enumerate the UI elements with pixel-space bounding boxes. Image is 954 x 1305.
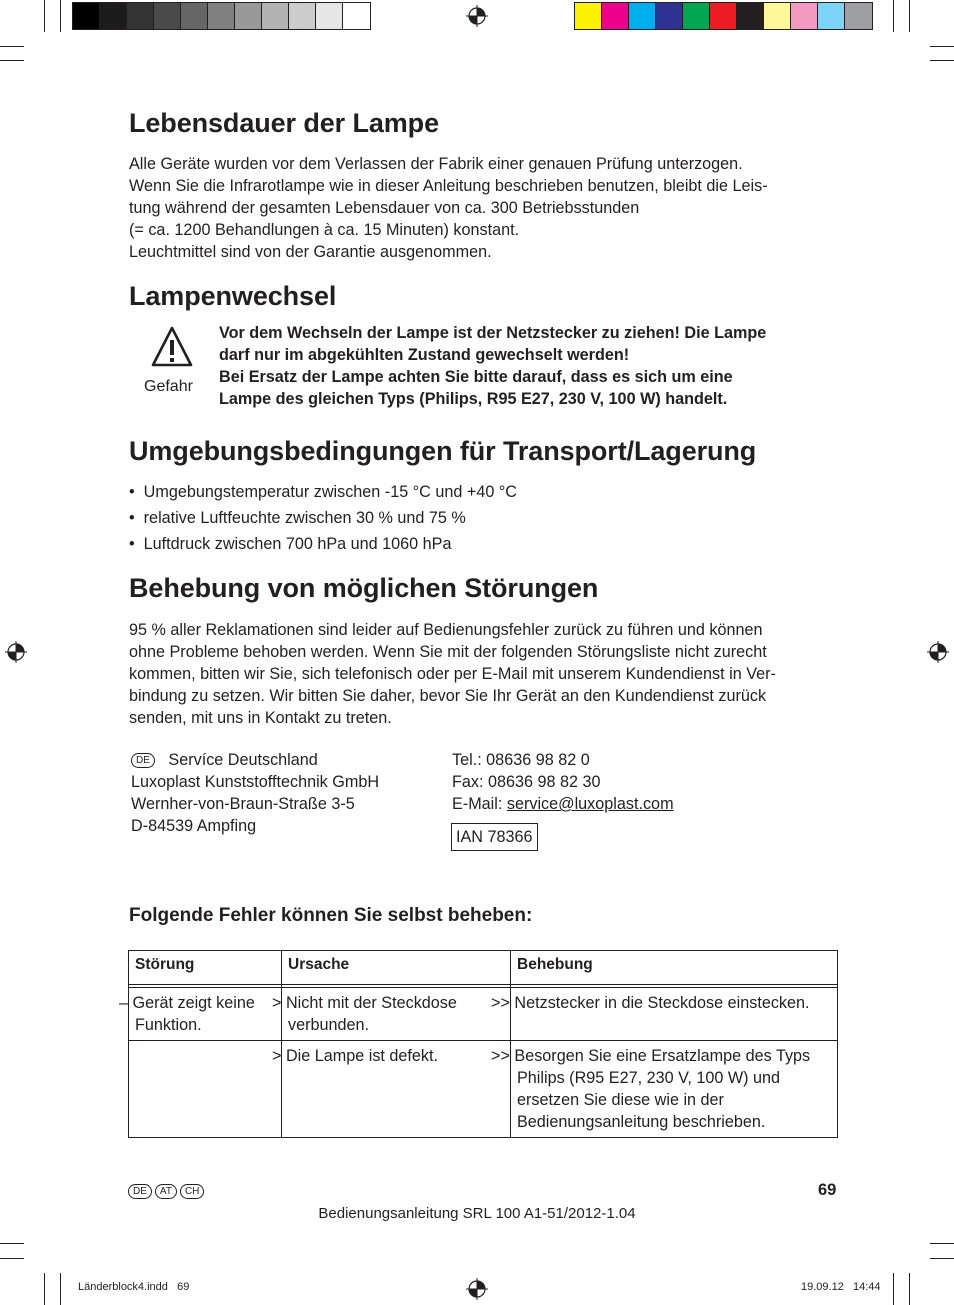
service-company: Luxoplast Kunststofftechnik GmbH [131, 773, 380, 791]
text-line: Vor dem Wechseln der Lampe ist der Netzstecker zu ziehen! Die Lampe [219, 324, 767, 342]
service-fax: Fax: 08636 98 82 30 [452, 773, 601, 791]
crop-mark [893, 1273, 894, 1305]
color-swatch [845, 3, 872, 29]
service-city: D-84539 Ampfing [131, 817, 257, 835]
fault-cell: – Gerät zeigt keine Funktion. [129, 988, 282, 1041]
text-line: Bei Ersatz der Lampe achten Sie bitte darauf, dass es sich um eine [219, 368, 733, 386]
text-line: ohne Probleme behoben werden. Wenn Sie mit der folgenden Störungsliste nicht zurecht [129, 643, 767, 661]
warning-text [219, 322, 766, 410]
color-swatch [710, 3, 737, 29]
column-header-remedy: Behebung [511, 951, 838, 985]
color-swatch [316, 3, 343, 29]
remedy-cell: >> Besorgen Sie eine Ersatzlampe des Typs Philips (R95 E27, 230 V, 100 W) und ersetzen Sie diese wie in der Bedienungsanleitung beschrieben. [511, 1041, 838, 1138]
color-swatch [764, 3, 791, 29]
fault-table [119, 950, 838, 1138]
color-swatch [154, 3, 181, 29]
date-info: 19.09.12 14:44 [801, 1281, 881, 1293]
crop-mark [893, 0, 894, 32]
text-line: darf nur im abgekühlten Zustand gewechselt werden! [219, 346, 630, 364]
crop-mark [0, 46, 24, 47]
list-item: • Luftdruck zwischen 700 hPa und 1060 hPa [129, 535, 452, 553]
environment-bullet-list [129, 483, 517, 561]
color-swatch [235, 3, 262, 29]
text-line: Leuchtmittel sind von der Garantie ausgenommen. [129, 243, 492, 261]
warning-triangle-icon [150, 325, 194, 369]
section-title-lamp-change: Lampenwechsel [129, 281, 337, 311]
file-info: Länderblock4.indd 69 [78, 1281, 190, 1293]
color-swatch [100, 3, 127, 29]
cause-cell: > Nicht mit der Steckdose verbunden. [282, 988, 511, 1041]
color-swatch [289, 3, 316, 29]
registration-mark-icon [466, 1278, 488, 1300]
text-line: tung während der gesamten Lebensdauer von ca. 300 Betriebsstunden [129, 199, 640, 217]
service-name: Servíce Deutschland [168, 751, 318, 769]
registration-mark-icon [5, 641, 27, 663]
section-title-lifetime: Lebensdauer der Lampe [129, 108, 439, 138]
list-item-text: Luftdruck zwischen 700 hPa und 1060 hPa [143, 535, 452, 553]
text-line: senden, mit uns in Kontakt zu treten. [129, 709, 392, 727]
crop-mark [0, 1243, 24, 1244]
text-line: Alle Geräte wurden vor dem Verlassen der Fabrik einer genauen Prüfung unterzogen. [129, 155, 743, 173]
crop-mark [930, 1243, 954, 1244]
registration-mark-icon [927, 641, 949, 663]
color-swatch [127, 3, 154, 29]
list-item: • Umgebungstemperatur zwischen -15 °C und +40 °C [129, 483, 517, 501]
country-badge: CH [180, 1184, 204, 1199]
table-header-row [129, 951, 838, 985]
fault-table-heading: Folgende Fehler können Sie selbst beheben: [129, 905, 533, 926]
country-badge: AT [155, 1184, 177, 1199]
cause-cell: > Die Lampe ist defekt. [282, 1041, 511, 1138]
crop-mark [60, 1273, 61, 1305]
column-header-fault: Störung [129, 951, 282, 985]
crop-mark [0, 60, 24, 61]
email-label: E-Mail: [452, 795, 507, 813]
color-swatch [683, 3, 710, 29]
list-item-text: Umgebungstemperatur zwischen -15 °C und +40 °C [143, 483, 517, 501]
country-badge: DE [128, 1184, 152, 1199]
crop-mark [930, 1258, 954, 1259]
crop-mark [930, 60, 954, 61]
service-contact [452, 749, 674, 815]
lifetime-paragraph [129, 153, 839, 263]
service-phone: Tel.: 08636 98 82 0 [452, 751, 590, 769]
crop-mark [930, 46, 954, 47]
section-title-troubleshooting: Behebung von möglichen Störungen [129, 573, 599, 603]
color-swatch [629, 3, 656, 29]
text-line: kommen, bitten wir Sie, sich telefonisch oder per E-Mail mit unserem Kundendienst in Ver- [129, 665, 776, 683]
text-line: (= ca. 1200 Behandlungen à ca. 15 Minuten) konstant. [129, 221, 520, 239]
color-swatch-bar [574, 2, 873, 30]
text-line: Wenn Sie die Infrarotlampe wie in dieser Anleitung beschrieben benutzen, bleibt die Leis- [129, 177, 768, 195]
list-item: • relative Luftfeuchte zwischen 30 % und 75 % [129, 509, 466, 527]
registration-mark-icon [466, 5, 488, 27]
color-swatch [602, 3, 629, 29]
crop-mark [60, 0, 61, 32]
color-swatch [575, 3, 602, 29]
text-line: Lampe des gleichen Typs (Philips, R95 E27, 230 V, 100 W) handelt. [219, 390, 728, 408]
section-title-environment: Umgebungsbedingungen für Transport/Lagerung [129, 436, 757, 466]
page-number: 69 [818, 1181, 837, 1199]
service-address [131, 749, 379, 837]
gray-swatch-bar [72, 2, 371, 30]
color-swatch [791, 3, 818, 29]
table-row [129, 988, 838, 1041]
text-line: bindung zu setzen. Wir bitten Sie daher, bevor Sie Ihr Gerät an den Kundendienst zurück [129, 687, 767, 705]
crop-mark [44, 0, 45, 32]
email-link[interactable]: service@luxoplast.com [506, 795, 674, 813]
color-swatch [656, 3, 683, 29]
color-swatch [818, 3, 845, 29]
crop-mark [909, 0, 910, 32]
warning-label: Gefahr [144, 378, 193, 395]
color-swatch [73, 3, 100, 29]
footer-country-badges [128, 1184, 204, 1199]
color-swatch [181, 3, 208, 29]
color-swatch [343, 3, 370, 29]
color-swatch [208, 3, 235, 29]
crop-mark [0, 1258, 24, 1259]
country-badge: DE [131, 753, 155, 768]
fault-cell [129, 1041, 282, 1138]
manual-reference: Bedienungsanleitung SRL 100 A1-51/2012-1.04 [318, 1205, 636, 1222]
color-swatch [262, 3, 289, 29]
table-row [129, 1041, 838, 1138]
crop-mark [44, 1273, 45, 1305]
troubleshooting-paragraph [129, 619, 839, 729]
column-header-cause: Ursache [282, 951, 511, 985]
color-swatch [737, 3, 764, 29]
text-line: 95 % aller Reklamationen sind leider auf Bedienungsfehler zurück zu führen und können [129, 621, 763, 639]
remedy-cell: >> Netzstecker in die Steckdose einstecken. [511, 988, 838, 1041]
crop-mark [909, 1273, 910, 1305]
ian-box: IAN 78366 [451, 823, 538, 851]
list-item-text: relative Luftfeuchte zwischen 30 % und 75 % [143, 509, 466, 527]
service-street: Wernher-von-Braun-Straße 3-5 [131, 795, 355, 813]
